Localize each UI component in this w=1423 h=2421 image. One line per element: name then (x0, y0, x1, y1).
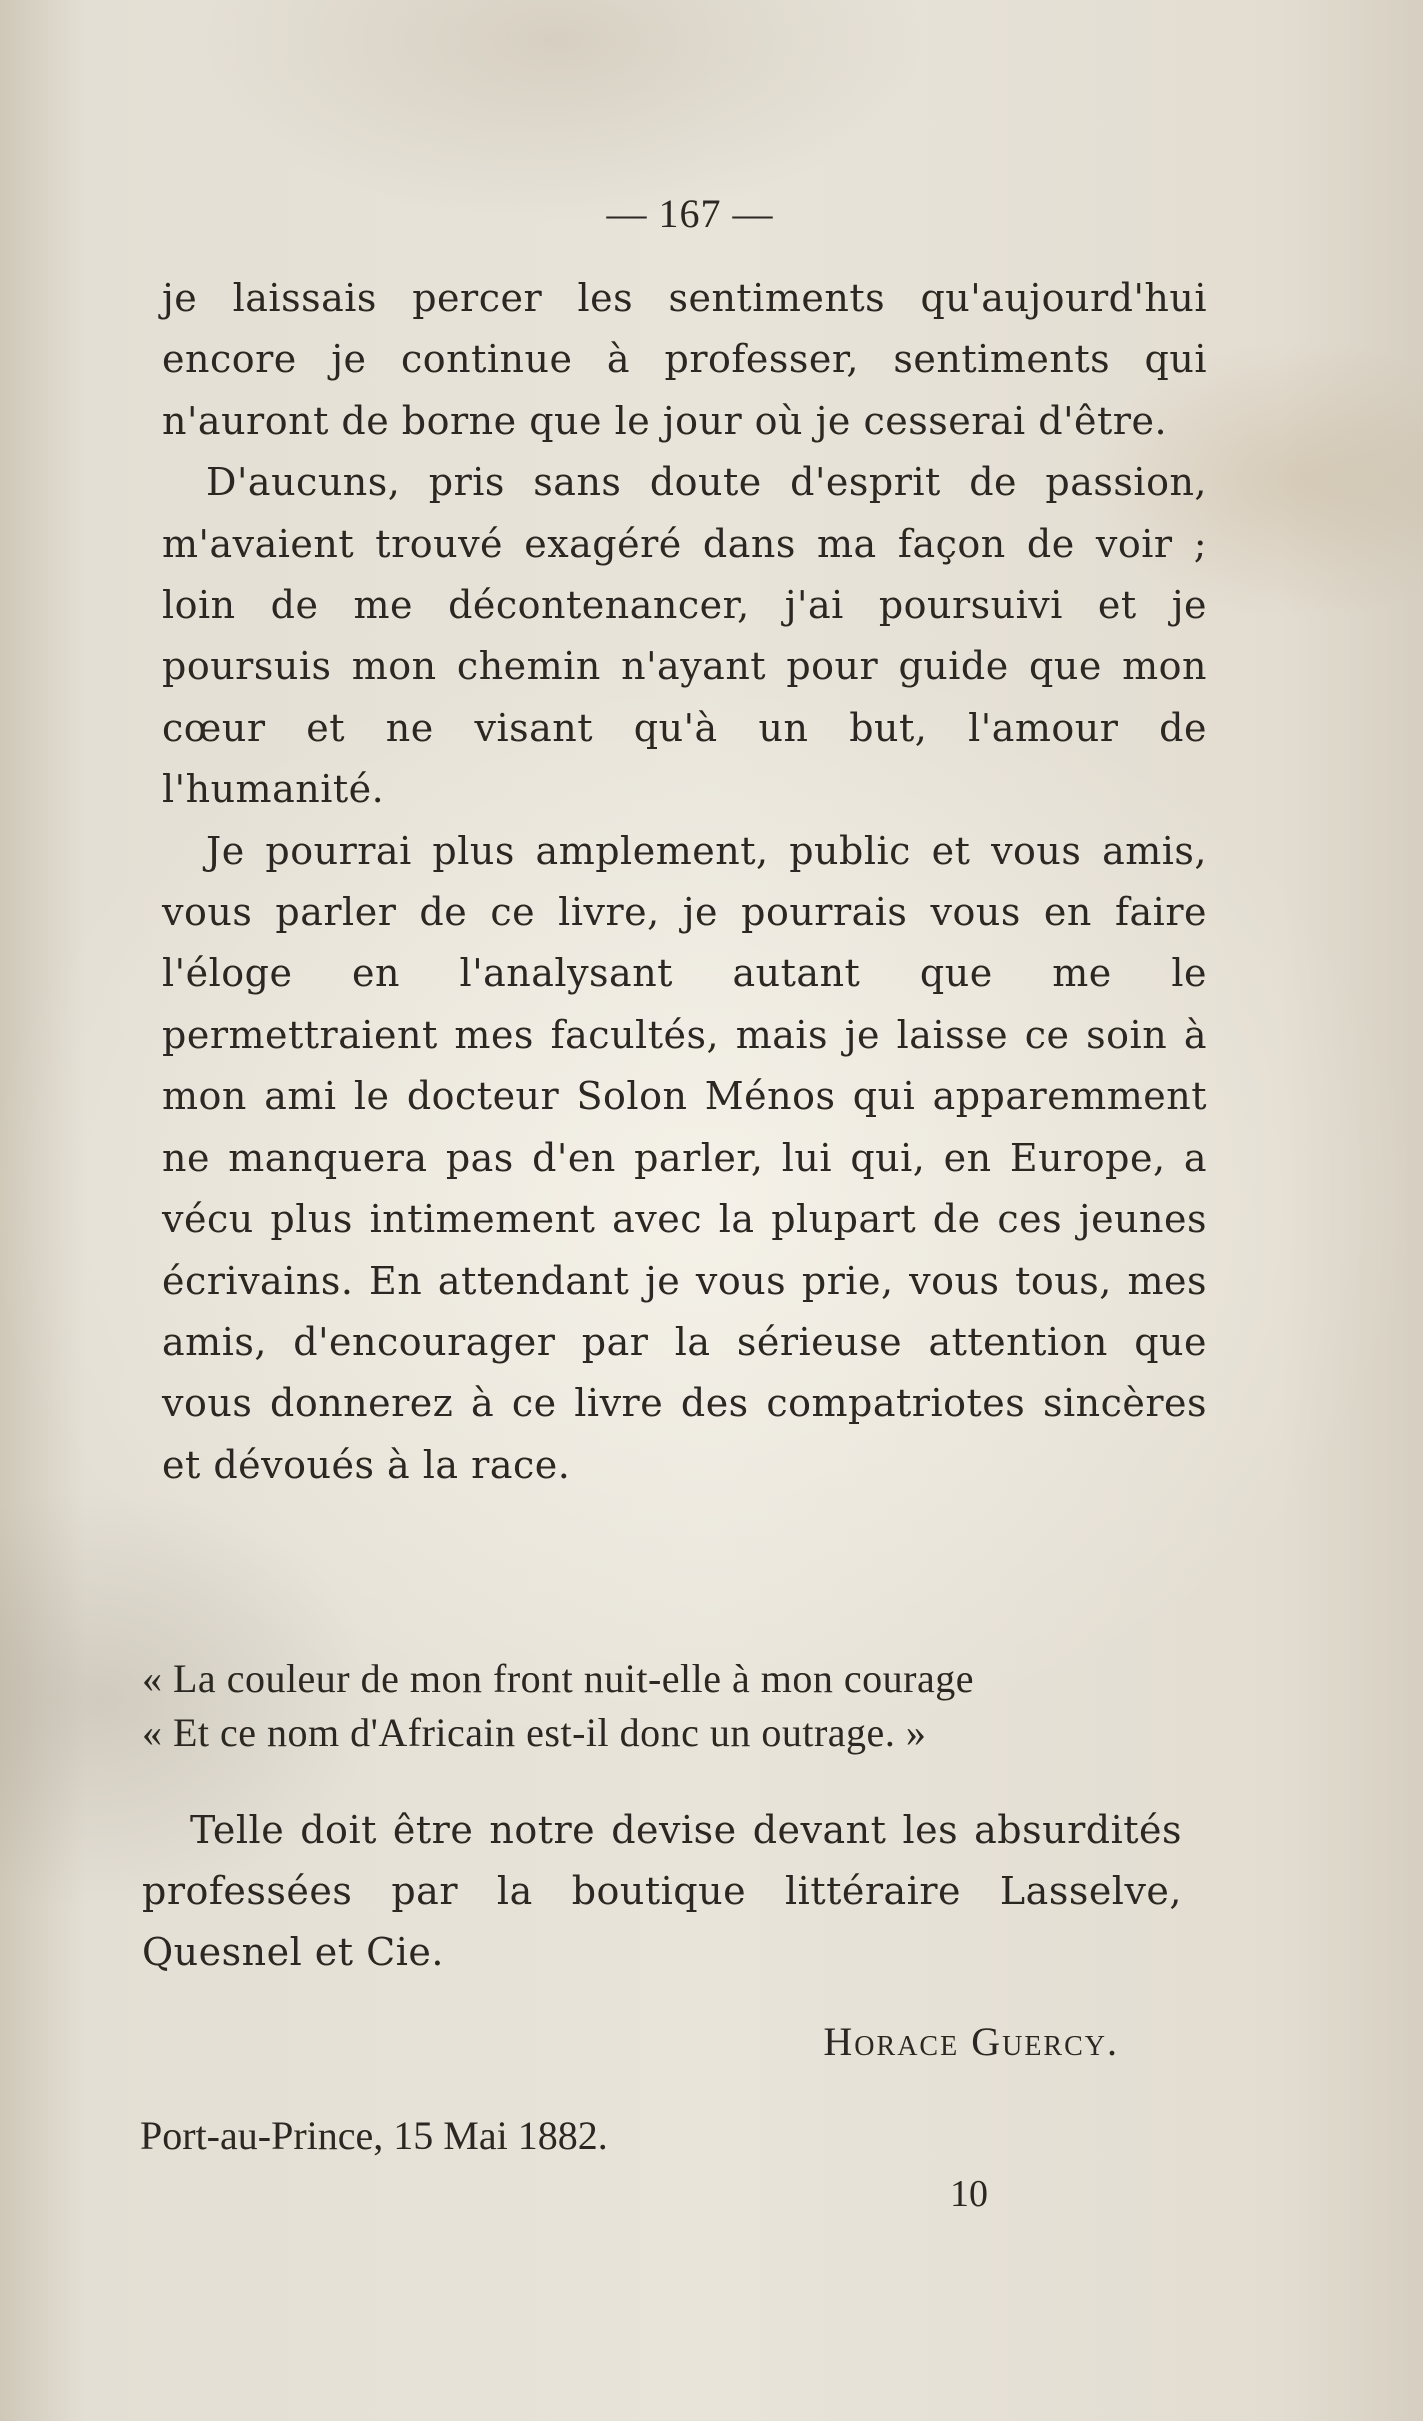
paragraph-2: D'aucuns, pris sans doute d'esprit de passion, m'avaient trouvé exagéré dans ma façon de voir ; loin de me décontenancer, j'ai poursuivi et je poursuis mon chemin n'ayant pour guide que mon cœur et ne visant qu'à un but, l'amour de l'humanité. (162, 460, 1207, 812)
closing-text: Telle doit être notre devise devant les absurdités professées par la boutique littéraire Lasselve, Quesnel et Cie. (142, 1808, 1182, 1974)
body-text (162, 268, 1207, 1496)
closing-paragraph (142, 1800, 1182, 1983)
verse-quote (142, 1652, 1242, 1760)
signature-mark: 10 (950, 2173, 988, 2215)
place-date: Port-au-Prince, 15 Mai 1882. (140, 2113, 608, 2158)
paragraph-3: Je pourrai plus amplement, public et vous amis, vous parler de ce livre, je pourrais vous en faire l'éloge en l'analysant autant que me le permettraient mes facultés, mais je laisse ce soin à mon ami le docteur Solon Ménos qui apparemment ne manquera pas d'en parler, lui qui, en Europe, a vécu plus intimement avec la plupart de ces jeunes écrivains. En attendant je vous prie, vous tous, mes amis, d'encourager par la sérieuse attention que vous donnerez à ce livre des compatriotes sincères et dévoués à la race. (162, 828, 1207, 1487)
author-signature: Horace Guercy. (823, 2019, 1119, 2064)
verse-line-2: « Et ce nom d'Africain est-il donc un outrage. » (142, 1710, 927, 1755)
paragraph-1: je laissais percer les sentiments qu'aujourd'hui encore je continue à professer, sentiments qui n'auront de borne que le jour où je cesserai d'être. (162, 276, 1207, 443)
verse-line-1: « La couleur de mon front nuit-elle à mon courage (142, 1656, 974, 1701)
page-number: — 167 — (606, 191, 774, 236)
